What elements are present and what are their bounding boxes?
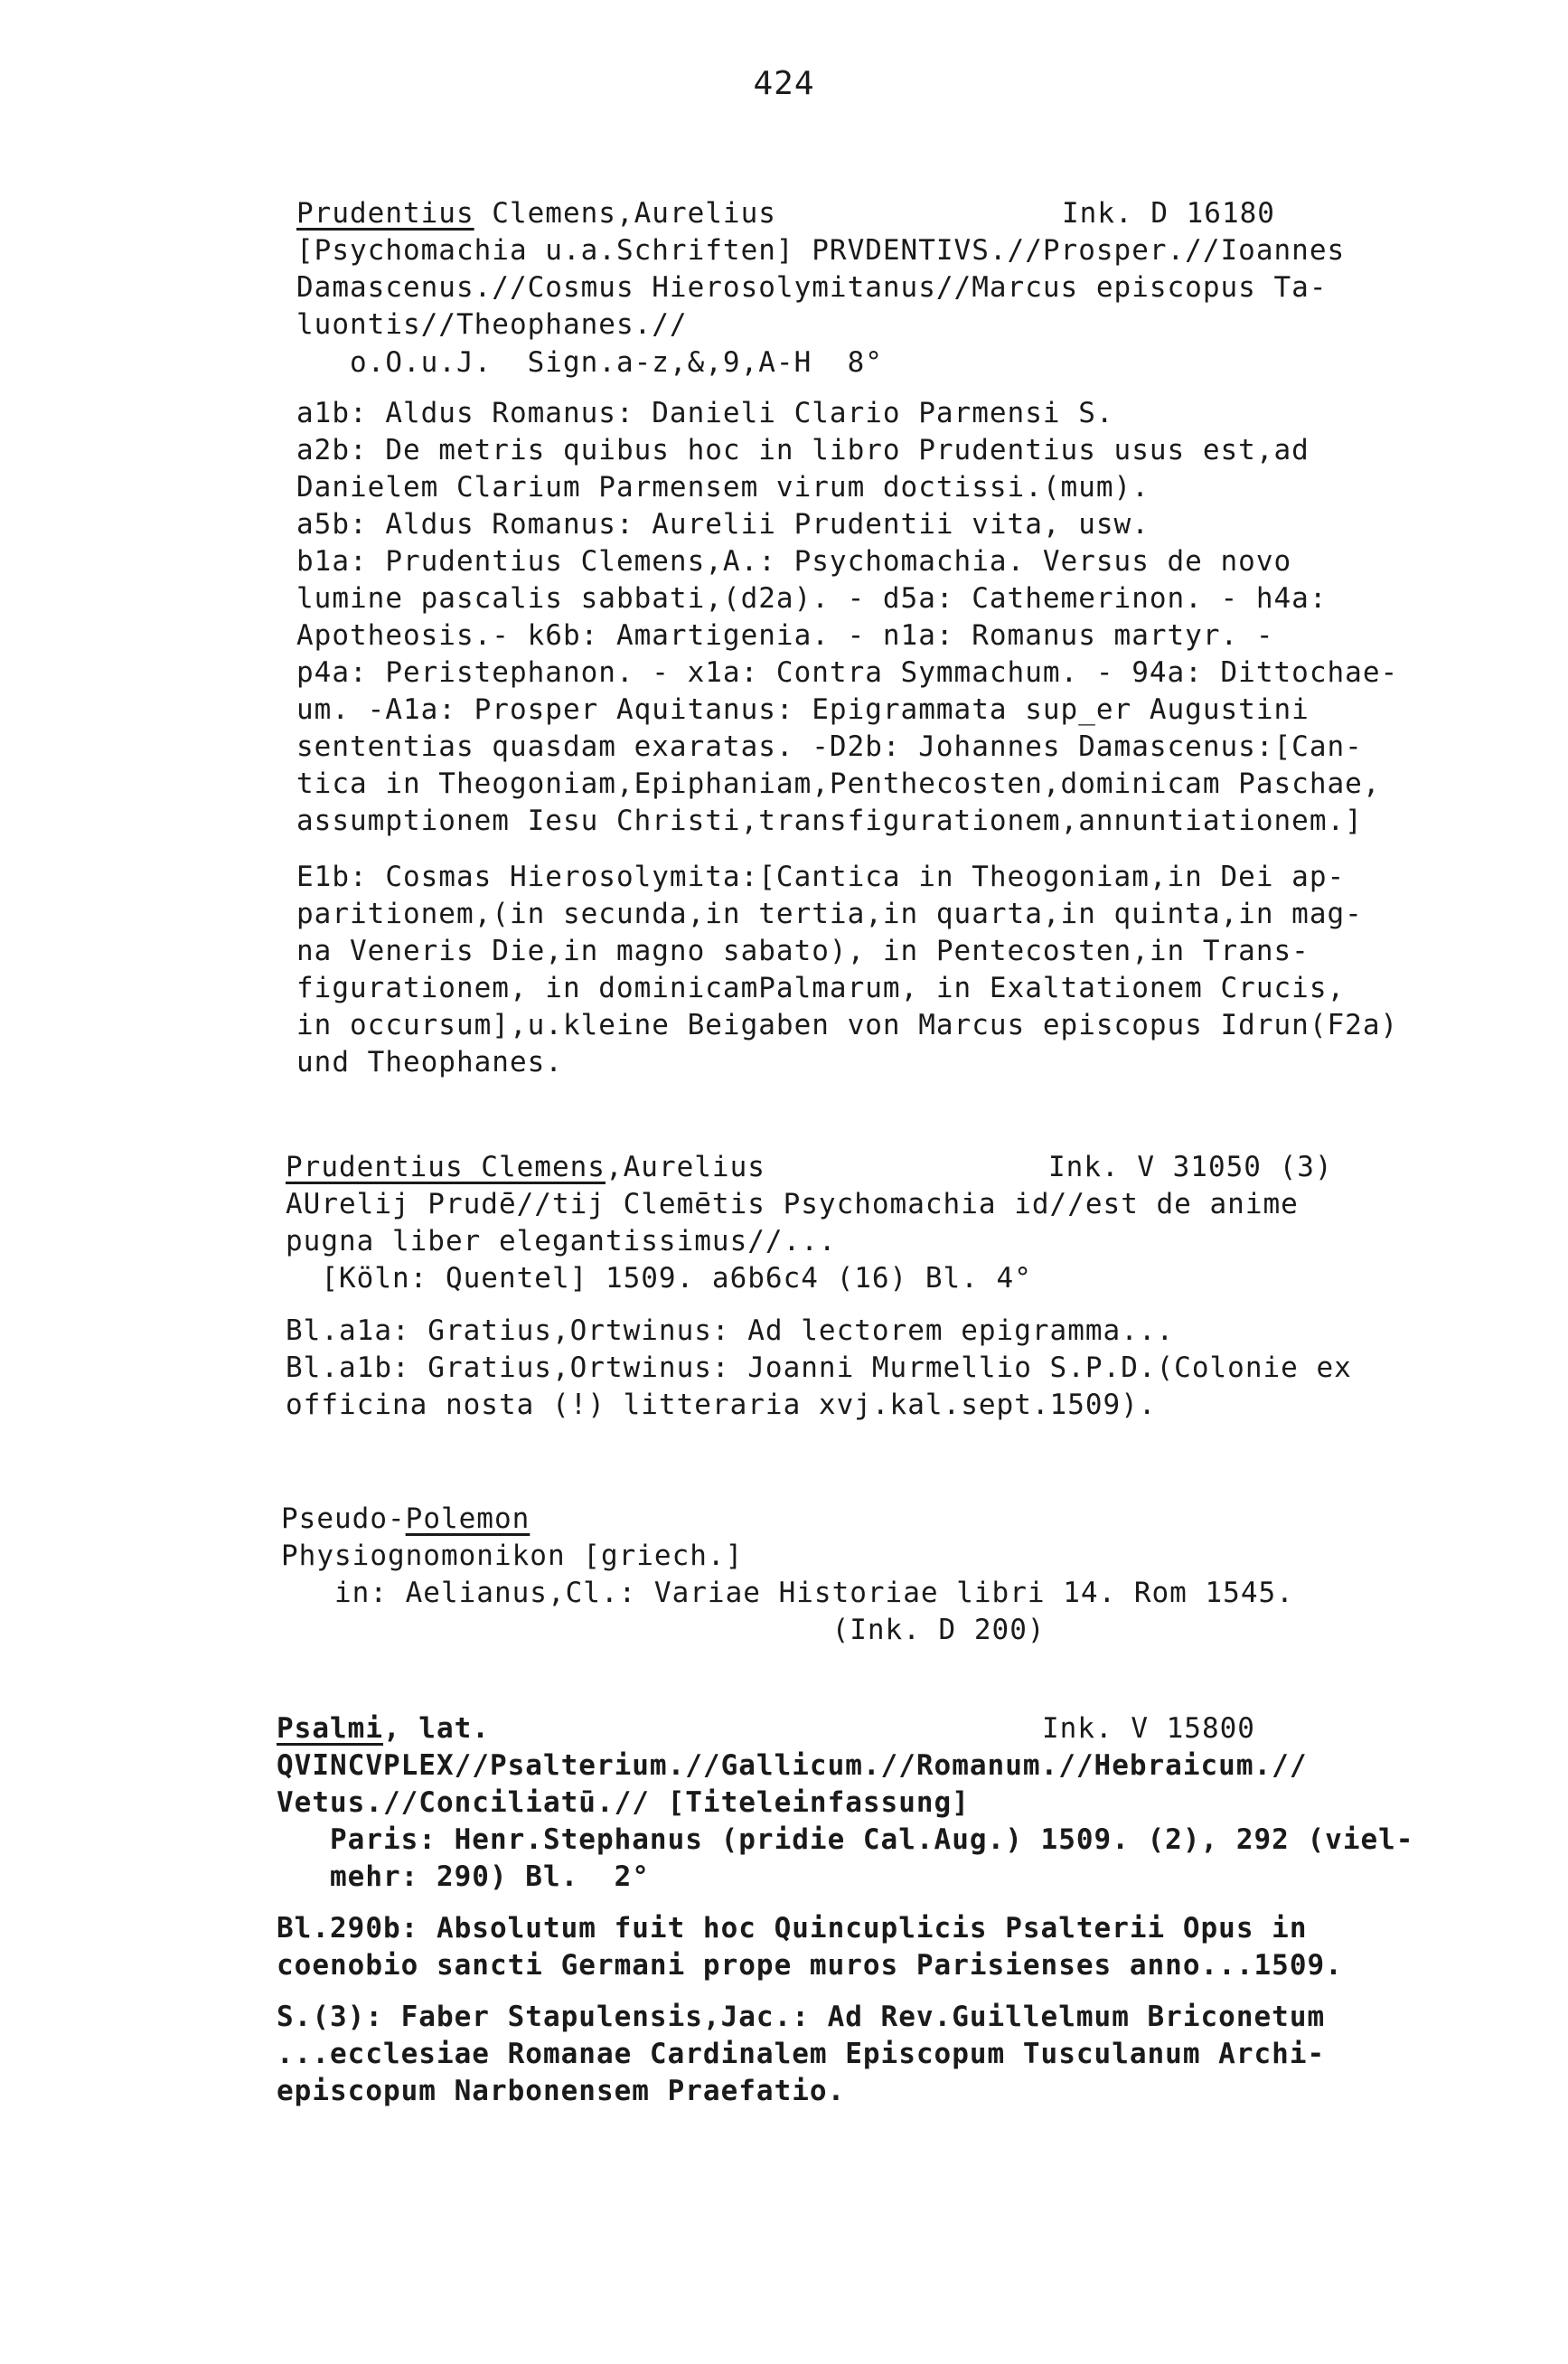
- entry-line: Paris: Henr.Stephanus (pridie Cal.Aug.) 1509. (2), 292 (viel-: [277, 1823, 1414, 1856]
- entry-line: S.(3): Faber Stapulensis,Jac.: Ad Rev.Guillelmum Briconetum: [277, 2001, 1326, 2033]
- heading-rest: ,Aurelius: [605, 1151, 765, 1183]
- entry-line: (Ink. D 200): [281, 1614, 1046, 1646]
- entry-line: p4a: Peristephanon. - x1a: Contra Symmachum. - 94a: Dittochae-: [296, 656, 1399, 689]
- entry-line: tica in Theogoniam,Epiphaniam,Penthecosten,dominicam Paschae,: [296, 768, 1381, 800]
- entry-line: a1b: Aldus Romanus: Danieli Clario Parmensi S.: [296, 397, 1114, 429]
- entry-line: a2b: De metris quibus hoc in libro Prudentius usus est,ad: [296, 434, 1310, 466]
- entry-line: um. -A1a: Prosper Aquitanus: Epigrammata sup_er Augustini: [296, 693, 1310, 726]
- entry-line: [Psychomachia u.a.Schriften] PRVDENTIVS.//Prosper.//Ioannes: [296, 234, 1346, 267]
- heading-rest: , lat.: [382, 1712, 490, 1745]
- entry-line: Danielem Clarium Parmensem virum doctissi.(mum).: [296, 471, 1150, 504]
- page-number: 424: [753, 65, 815, 102]
- entry-heading: [281, 1501, 530, 1537]
- entry-line: b1a: Prudentius Clemens,A.: Psychomachia. Versus de novo: [296, 545, 1292, 578]
- entry-line: lumine pascalis sabbati,(d2a). - d5a: Cathemerinon. - h4a:: [296, 582, 1328, 615]
- entry-line: figurationem, in dominicamPalmarum, in Exaltationem Crucis,: [296, 972, 1346, 1004]
- entry-line: ...ecclesiae Romanae Cardinalem Episcopum Tusculanum Archi-: [277, 2038, 1326, 2070]
- entry-line: luontis//Theophanes.//: [296, 308, 688, 341]
- entry-line: mehr: 290) Bl. 2°: [277, 1860, 650, 1893]
- entry-line: QVINCVPLEX//Psalterium.//Gallicum.//Romanum.//Hebraicum.//: [277, 1749, 1308, 1782]
- entry-line: paritionem,(in secunda,in tertia,in quarta,in quinta,in mag-: [296, 898, 1363, 930]
- entry-line: Physiognomonikon [griech.]: [281, 1540, 744, 1572]
- entry-line: coenobio sancti Germani prope muros Parisienses anno...1509.: [277, 1949, 1343, 1982]
- shelfmark: Ink. D 16180: [1062, 197, 1275, 230]
- entry-line: Apotheosis.- k6b: Amartigenia. - n1a: Romanus martyr. -: [296, 619, 1274, 652]
- entry-line: pugna liber elegantissimus//...: [286, 1225, 837, 1257]
- entry-line: AUrelij Prudē//tij Clemētis Psychomachia id//est de anime: [286, 1188, 1299, 1220]
- entry-line: Vetus.//Conciliatū.// [Titeleinfassung]: [277, 1786, 970, 1819]
- entry-line: assumptionem Iesu Christi,transfigurationem,annuntiationem.]: [296, 805, 1363, 837]
- entry-heading: [277, 1710, 490, 1747]
- entry-line: a5b: Aldus Romanus: Aurelii Prudentii vita, usw.: [296, 508, 1150, 541]
- entry-line: Bl.a1b: Gratius,Ortwinus: Joanni Murmellio S.P.D.(Colonie ex: [286, 1352, 1352, 1384]
- heading-rest: Clemens,Aurelius: [474, 197, 776, 230]
- entry-line: Bl.a1a: Gratius,Ortwinus: Ad lectorem epigramma...: [286, 1314, 1175, 1347]
- entry-line: Damascenus.//Cosmus Hierosolymitanus//Marcus episcopus Ta-: [296, 271, 1328, 304]
- entry-line: E1b: Cosmas Hierosolymita:[Cantica in Theogoniam,in Dei ap-: [296, 861, 1346, 893]
- entry-line: und Theophanes.: [296, 1046, 563, 1078]
- shelfmark: Ink. V 31050 (3): [1048, 1151, 1333, 1183]
- entry-line: [Köln: Quentel] 1509. a6b6c4 (16) Bl. 4°: [286, 1262, 1032, 1295]
- heading-name: Prudentius: [296, 197, 474, 230]
- heading-prefix: Pseudo-: [281, 1502, 406, 1535]
- heading-name: Psalmi: [277, 1712, 383, 1745]
- heading-name: Prudentius Clemens: [286, 1151, 606, 1183]
- entry-line: o.O.u.J. Sign.a-z,&,9,A-H 8°: [296, 346, 883, 379]
- entry-line: na Veneris Die,in magno sabato), in Pentecosten,in Trans-: [296, 935, 1310, 967]
- heading-name: Polemon: [405, 1502, 530, 1535]
- entry-line: Bl.290b: Absolutum fuit hoc Quincuplicis Psalterii Opus in: [277, 1912, 1308, 1945]
- entry-line: episcopum Narbonensem Praefatio.: [277, 2075, 846, 2107]
- shelfmark: Ink. V 15800: [1042, 1712, 1255, 1745]
- entry-line: in occursum],u.kleine Beigaben von Marcus episcopus Idrun(F2a): [296, 1009, 1399, 1041]
- entry-line: officina nosta (!) litteraria xvj.kal.sept.1509).: [286, 1389, 1157, 1421]
- entry-heading: [296, 195, 776, 231]
- entry-line: in: Aelianus,Cl.: Variae Historiae libri 14. Rom 1545.: [281, 1577, 1294, 1609]
- entry-line: sententias quasdam exaratas. -D2b: Johannes Damascenus:[Can-: [296, 730, 1363, 763]
- entry-heading: [286, 1149, 765, 1185]
